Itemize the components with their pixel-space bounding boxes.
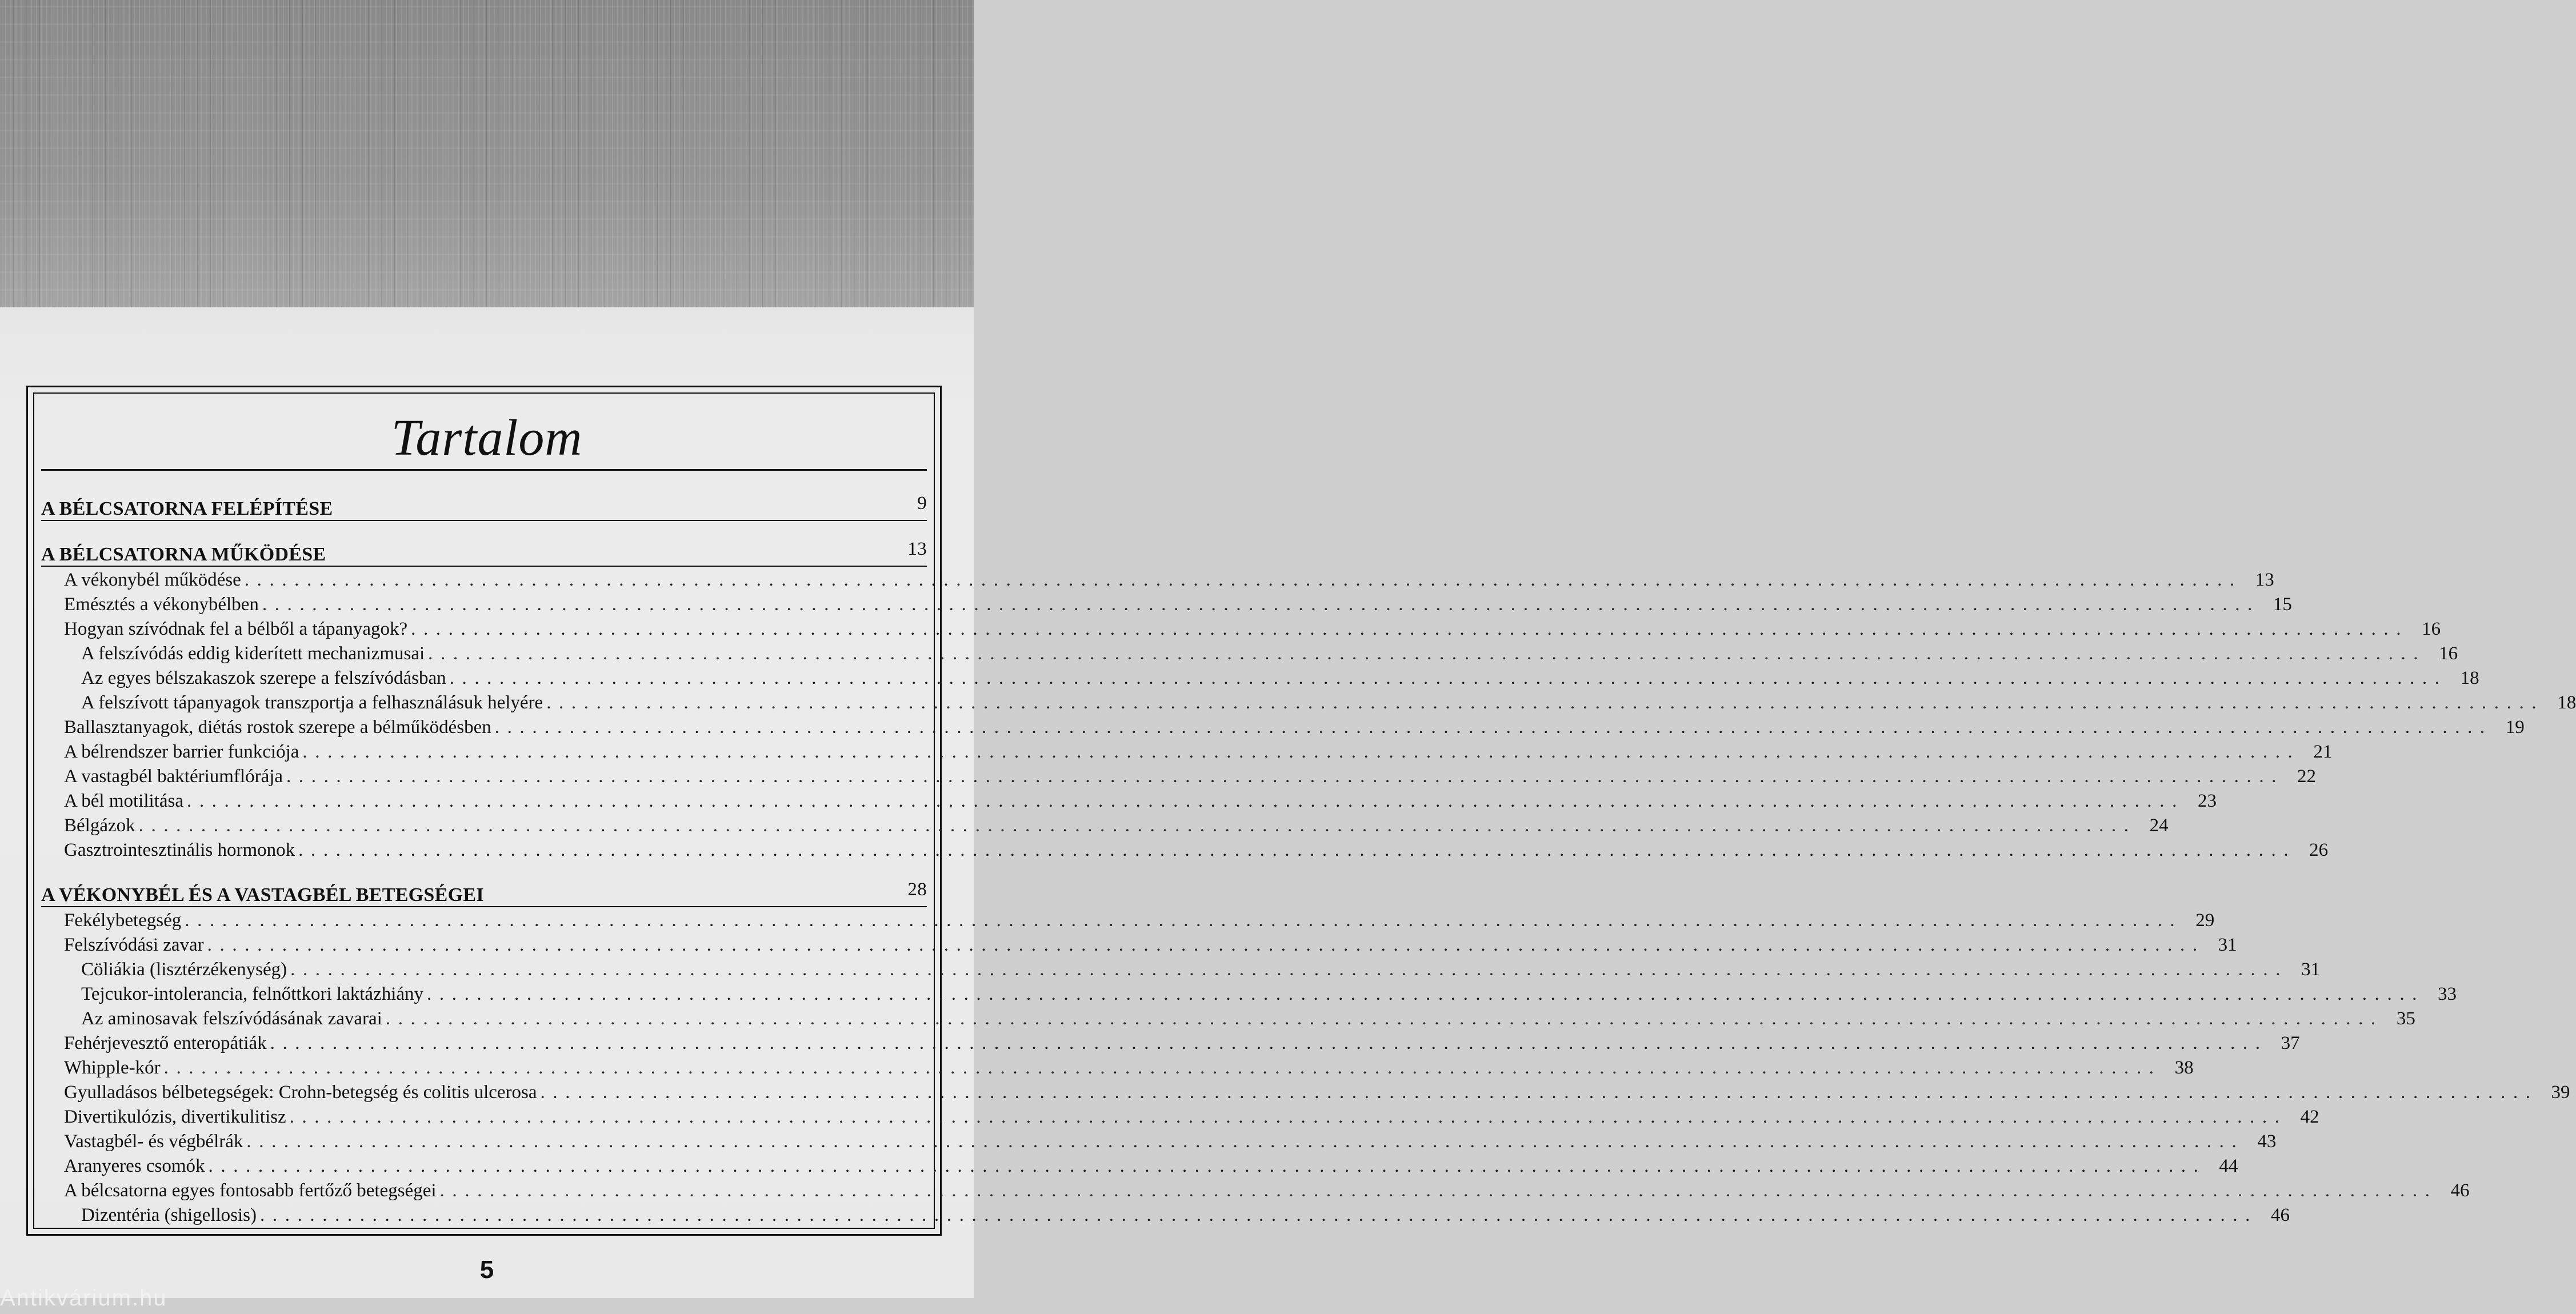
title-rule: [41, 469, 927, 471]
entry-title: A bélrendszer barrier funkciója: [64, 742, 299, 762]
section-page: 28: [907, 879, 927, 900]
entry-title: Fekélybetegség: [64, 910, 182, 931]
toc-entry[interactable]: [64, 838, 2329, 862]
entry-page: 16: [2422, 619, 2441, 639]
toc-subentry[interactable]: [81, 691, 2576, 715]
dot-leader: ................................................................................................................................................................: [246, 1131, 2245, 1152]
entry-title: Ballasztanyagok, diétás rostok szerepe a bélműködésben: [64, 717, 491, 738]
toc-section-diseases[interactable]: [41, 880, 927, 907]
dot-leader: ................................................................................................................................................................: [163, 1057, 2162, 1078]
entry-title: Az aminosavak felszívódásának zavarai: [81, 1008, 382, 1029]
entry-page: 18: [2557, 692, 2576, 713]
entry-title: Hogyan szívódnak fel a bélből a tápanyagok?: [64, 619, 408, 639]
toc-entry[interactable]: [64, 592, 2292, 616]
section-page: 13: [907, 539, 927, 559]
entry-title: Divertikulózis, divertikulitisz: [64, 1107, 286, 1127]
entry-page: 46: [2271, 1205, 2290, 1225]
entry-title: Vastagbél- és végbélrák: [64, 1131, 243, 1152]
dot-leader: ................................................................................................................................................................: [185, 910, 2183, 931]
entry-page: 33: [2438, 984, 2457, 1004]
dot-leader: ................................................................................................................................................................: [439, 1180, 2438, 1201]
toc-section-structure[interactable]: [41, 494, 927, 521]
toc-entry[interactable]: [64, 908, 2215, 932]
background-surface: [0, 0, 974, 309]
dot-leader: ................................................................................................................................................................: [302, 742, 2301, 762]
section-page: 9: [917, 493, 927, 514]
toc-entry[interactable]: [64, 814, 2169, 838]
toc-entry[interactable]: [64, 740, 2333, 764]
dot-leader: ................................................................................................................................................................: [298, 840, 2297, 860]
toc-subentry[interactable]: [81, 1007, 2415, 1031]
dot-leader: ................................................................................................................................................................: [208, 1156, 2206, 1176]
dot-leader: ................................................................................................................................................................: [186, 791, 2185, 811]
dot-leader: ................................................................................................................................................................: [270, 1033, 2268, 1053]
dot-leader: ................................................................................................................................................................: [138, 815, 2137, 836]
entry-title: Gasztrointesztinális hormonok: [64, 840, 295, 860]
entry-title: Fehérjevesztő enteropátiák: [64, 1033, 267, 1053]
toc-entry[interactable]: [64, 933, 2237, 957]
dot-leader: ................................................................................................................................................................: [289, 1107, 2287, 1127]
entry-title: Az egyes bélszakaszok szerepe a felszívódásban: [81, 668, 446, 688]
entry-page: 35: [2396, 1008, 2415, 1029]
entry-title: A bél motilitása: [64, 791, 183, 811]
entry-title: Aranyeres csomók: [64, 1156, 205, 1176]
entry-title: Tejcukor-intolerancia, felnőttkori laktázhiány: [81, 984, 424, 1004]
entry-page: 26: [2309, 840, 2329, 860]
entry-page: 21: [2313, 742, 2333, 762]
dot-leader: ................................................................................................................................................................: [540, 1082, 2538, 1103]
toc-entry[interactable]: [64, 764, 2317, 788]
toc-subentry[interactable]: [81, 958, 2321, 982]
toc-entry[interactable]: [64, 1031, 2300, 1055]
entry-page: 37: [2281, 1033, 2300, 1053]
toc-section-function[interactable]: [41, 539, 927, 567]
entry-page: 43: [2257, 1131, 2277, 1152]
entry-page: 38: [2174, 1057, 2194, 1078]
dot-leader: ................................................................................................................................................................: [449, 668, 2447, 688]
entry-page: 23: [2197, 791, 2217, 811]
entry-title: A vékonybél működése: [64, 570, 241, 590]
dot-leader: ................................................................................................................................................................: [494, 717, 2493, 738]
entry-title: Bélgázok: [64, 815, 135, 836]
entry-page: 42: [2300, 1107, 2319, 1127]
dot-leader: ................................................................................................................................................................: [244, 570, 2242, 590]
watermark: Antikvárium.hu: [0, 1285, 167, 1311]
entry-page: 16: [2439, 643, 2458, 664]
entry-page: 31: [2301, 959, 2321, 980]
section-title: A VÉKONYBÉL ÉS A VASTAGBÉL BETEGSÉGEI: [41, 884, 484, 906]
entry-title: Whipple-kór: [64, 1057, 161, 1078]
dot-leader: ................................................................................................................................................................: [286, 766, 2285, 787]
entry-page: 29: [2195, 910, 2215, 931]
entry-page: 13: [2255, 570, 2274, 590]
dot-leader: ................................................................................................................................................................: [411, 619, 2409, 639]
toc-entry[interactable]: [64, 1056, 2194, 1080]
dot-leader: ................................................................................................................................................................: [260, 1205, 2258, 1225]
toc-subentry[interactable]: [81, 1203, 2290, 1227]
section-title: A BÉLCSATORNA FELÉPÍTÉSE: [41, 498, 333, 519]
toc-subentry[interactable]: [81, 666, 2479, 690]
dot-leader: ................................................................................................................................................................: [290, 959, 2289, 980]
entry-title: A bélcsatorna egyes fontosabb fertőző betegségei: [64, 1180, 437, 1201]
entry-page: 24: [2149, 815, 2169, 836]
dot-leader: ................................................................................................................................................................: [385, 1008, 2383, 1029]
toc-entry[interactable]: [64, 1080, 2570, 1104]
toc-entry[interactable]: [64, 568, 2274, 592]
dot-leader: ................................................................................................................................................................: [428, 643, 2426, 664]
toc-entry[interactable]: [64, 715, 2525, 739]
entry-page: 18: [2460, 668, 2479, 688]
toc-entry[interactable]: [64, 1105, 2319, 1129]
entry-page: 39: [2551, 1082, 2570, 1103]
entry-title: Cöliákia (lisztérzékenység): [81, 959, 287, 980]
entry-page: 22: [2297, 766, 2317, 787]
entry-page: 46: [2450, 1180, 2470, 1201]
dot-leader: ................................................................................................................................................................: [262, 594, 2260, 615]
page-number: 5: [479, 1256, 494, 1284]
entry-title: A vastagbél baktériumflórája: [64, 766, 283, 787]
entry-page: 19: [2505, 717, 2525, 738]
dot-leader: ................................................................................................................................................................: [427, 984, 2425, 1004]
entry-title: A felszívódás eddig kiderített mechanizmusai: [81, 643, 425, 664]
toc-entry[interactable]: [64, 1154, 2238, 1178]
toc-entry[interactable]: [64, 617, 2441, 641]
dot-leader: ................................................................................................................................................................: [207, 935, 2205, 955]
entry-page: 15: [2273, 594, 2292, 615]
entry-title: Felszívódási zavar: [64, 935, 204, 955]
toc-entry[interactable]: [64, 789, 2217, 813]
toc-entry[interactable]: [64, 1179, 2470, 1203]
entry-title: Gyulladásos bélbetegségek: Crohn-betegség és colitis ulcerosa: [64, 1082, 537, 1103]
entry-page: 44: [2219, 1156, 2238, 1176]
dot-leader: ................................................................................................................................................................: [546, 692, 2545, 713]
section-title: A BÉLCSATORNA MŰKÖDÉSE: [41, 544, 326, 565]
entry-title: Dizentéria (shigellosis): [81, 1205, 257, 1225]
toc-entry[interactable]: [64, 1129, 2277, 1153]
entry-page: 31: [2218, 935, 2237, 955]
entry-title: A felszívott tápanyagok transzportja a felhasználásuk helyére: [81, 692, 543, 713]
toc-title: Tartalom: [391, 410, 583, 466]
toc-subentry[interactable]: [81, 982, 2457, 1006]
entry-title: Emésztés a vékonybélben: [64, 594, 259, 615]
toc-subentry[interactable]: [81, 642, 2458, 666]
